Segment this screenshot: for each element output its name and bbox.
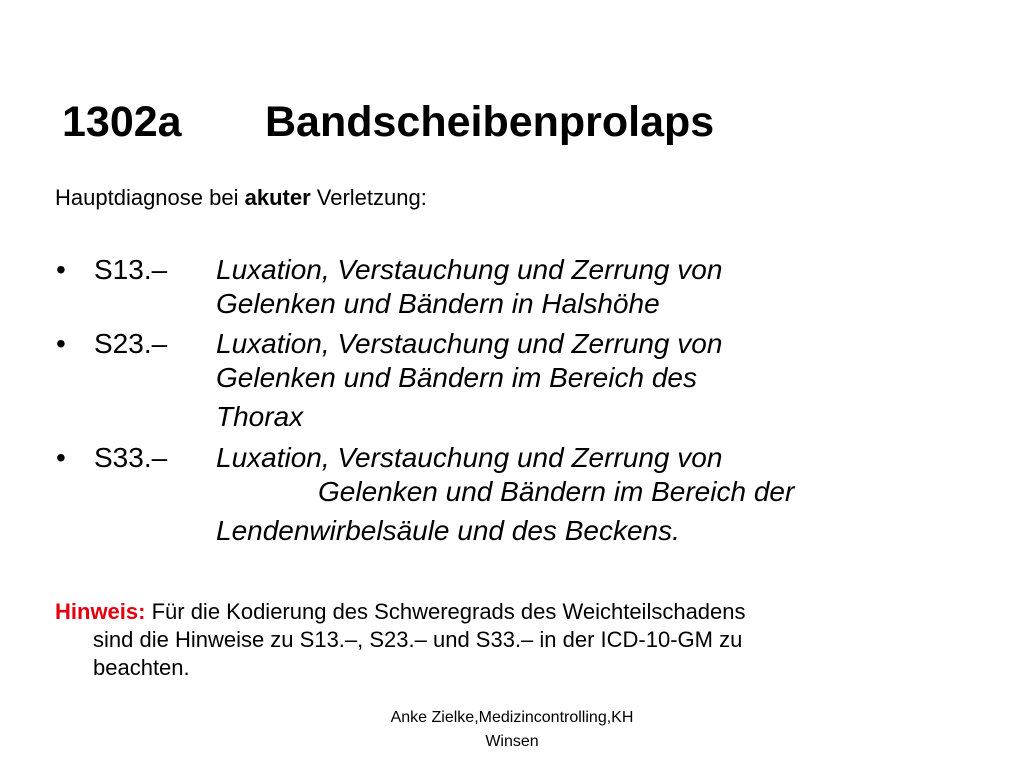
- hint-label: Hinweis:: [55, 599, 146, 624]
- hint-text-1: Für die Kodierung des Schweregrads des Weichteilschadens: [145, 599, 746, 624]
- footer-line-1: Anke Zielke,Medizincontrolling,KH: [390, 709, 634, 726]
- description-line: Thorax: [216, 401, 304, 432]
- hint-text-2: sind die Hinweise zu S13.–, S23.– und S33.– in der ICD-10-GM zu: [93, 627, 743, 652]
- subtitle: [55, 185, 427, 211]
- footer: [312, 706, 712, 754]
- subtitle-before: Hauptdiagnose bei: [55, 185, 245, 210]
- slide-title: [62, 98, 714, 147]
- title-text: Bandscheibenprolaps: [265, 98, 715, 146]
- description-line: Luxation, Verstauchung und Zerrung von: [216, 254, 723, 285]
- description-line: Luxation, Verstauchung und Zerrung von: [216, 442, 723, 473]
- description-line: Gelenken und Bändern im Bereich der: [318, 476, 795, 507]
- description-line: Gelenken und Bändern im Bereich des: [216, 362, 697, 393]
- footer-line-2: Winsen: [485, 733, 539, 750]
- subtitle-after: Verletzung:: [310, 185, 427, 210]
- hint-note: [55, 598, 746, 682]
- hint-line-1: [55, 598, 746, 626]
- bullet-icon: •: [56, 254, 66, 285]
- hint-text-3: beachten.: [93, 655, 190, 680]
- icd-code: S33.–: [94, 442, 168, 473]
- icd-code: S13.–: [94, 254, 168, 285]
- title-code: 1302a: [62, 98, 182, 146]
- bullet-icon: •: [56, 328, 66, 359]
- description-line: Gelenken und Bändern in Halshöhe: [216, 288, 660, 319]
- bullet-icon: •: [56, 442, 66, 473]
- description-line: Luxation, Verstauchung und Zerrung von: [216, 328, 723, 359]
- subtitle-bold: akuter: [244, 185, 311, 210]
- description-line: Lendenwirbelsäule und des Beckens.: [216, 515, 680, 546]
- icd-code: S23.–: [94, 328, 168, 359]
